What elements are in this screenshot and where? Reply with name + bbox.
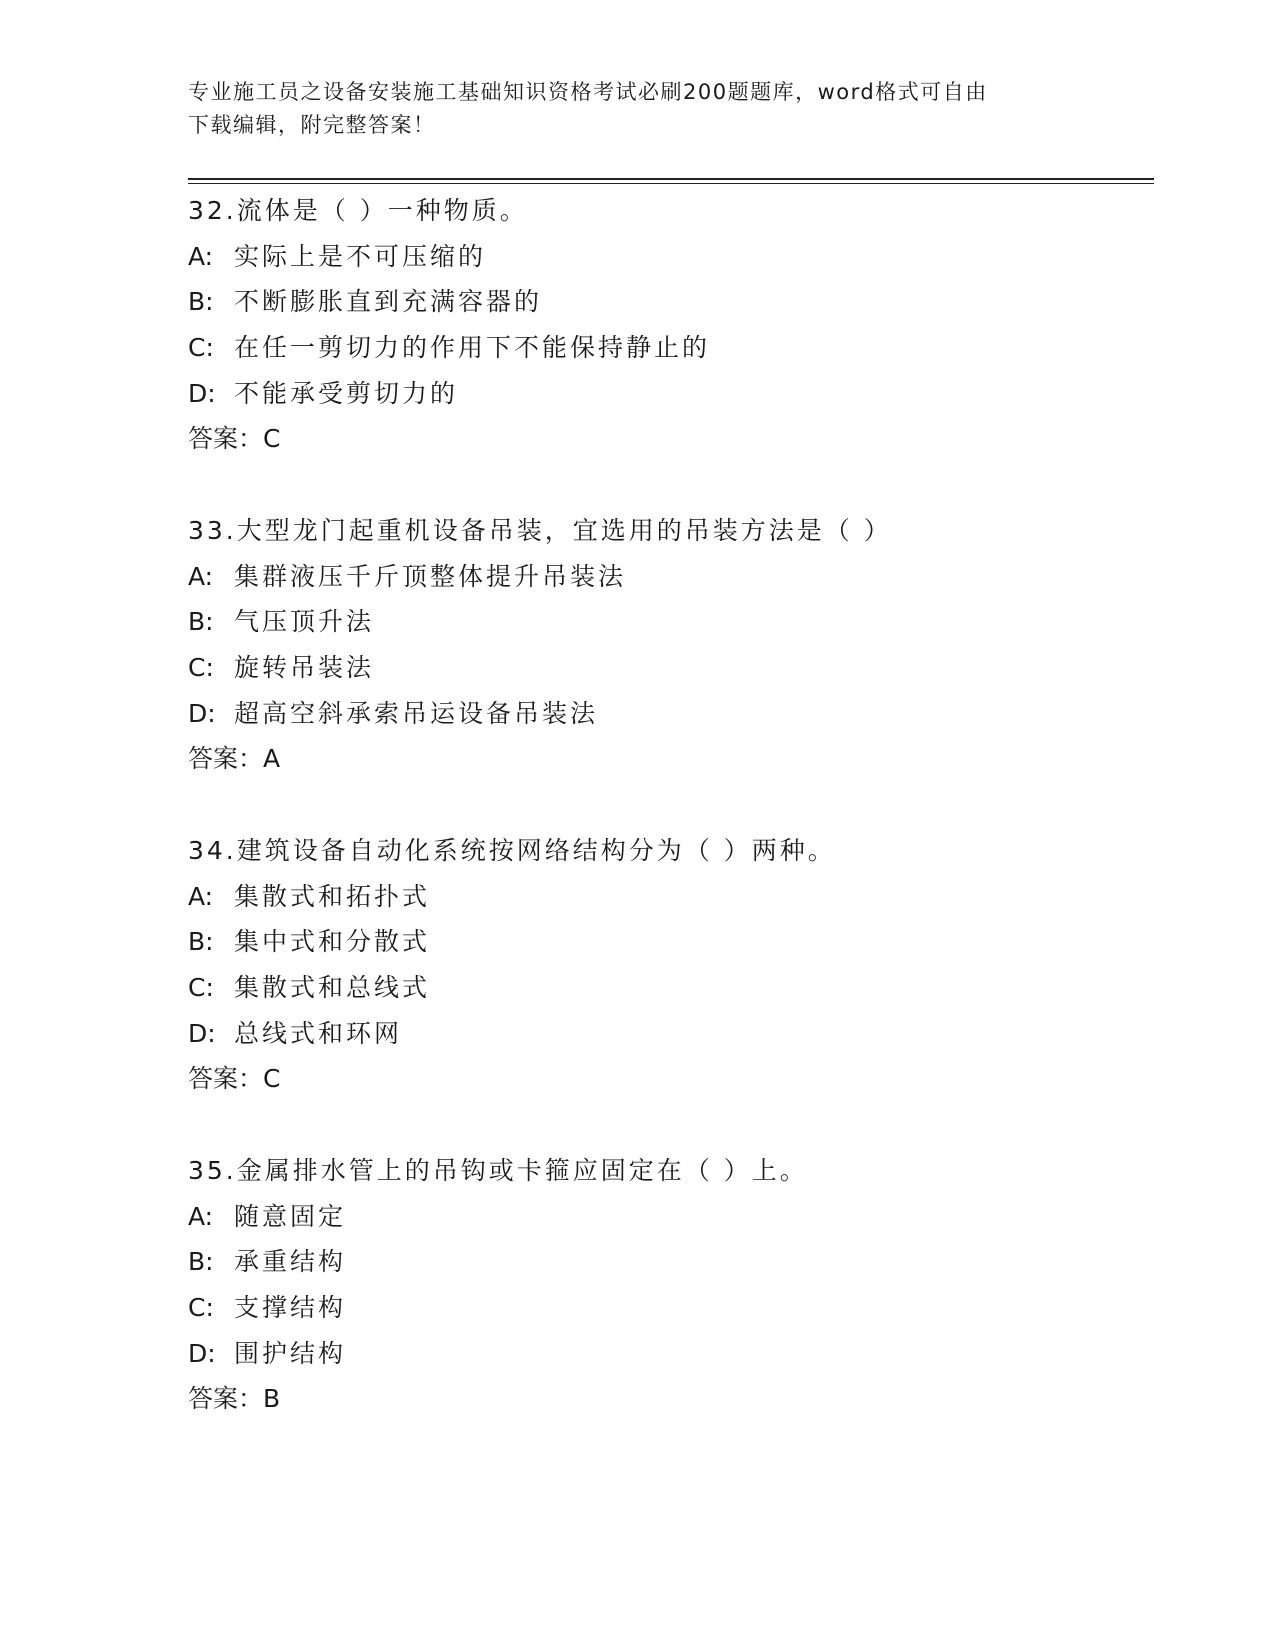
option-text: 集散式和拓扑式 [234,881,431,911]
option-label: B: [188,607,214,637]
option-label: D: [188,698,216,728]
question-list [188,188,1148,1468]
option-label: A: [188,241,214,271]
option-b [188,599,1148,645]
option-label: B: [188,287,214,317]
question-stem: 34.建筑设备自动化系统按网络结构分为（ ）两种。 [188,836,836,865]
option-a [188,1194,1148,1240]
question-32 [188,188,1148,508]
option-label: A: [188,561,214,591]
option-label: C: [188,653,214,683]
option-d [188,371,1148,417]
header-divider-thick [188,178,1154,180]
option-text: 实际上是不可压缩的 [234,241,487,271]
option-b [188,279,1148,325]
option-text: 随意固定 [234,1201,347,1231]
option-text: 支撑结构 [234,1293,347,1323]
question-34 [188,828,1148,1148]
option-text: 超高空斜承索吊运设备吊装法 [234,698,599,728]
option-label: B: [188,1247,214,1277]
option-a [188,874,1148,920]
option-c [188,645,1148,691]
option-label: C: [188,333,214,363]
option-label: A: [188,881,214,911]
header-line-1: 专业施工员之设备安装施工基础知识资格考试必刷200题题库，word格式可自由 [188,80,988,104]
option-c [188,1285,1148,1331]
option-text: 集中式和分散式 [234,927,431,957]
option-text: 旋转吊装法 [234,653,375,683]
option-d [188,1011,1148,1057]
option-label: C: [188,1293,214,1323]
answer: 答案：B [188,1384,281,1414]
option-a [188,554,1148,600]
option-d [188,691,1148,737]
document-header [188,76,1068,142]
answer: 答案：A [188,744,281,774]
question-stem: 33.大型龙门起重机设备吊装，宜选用的吊装方法是（ ） [188,516,892,545]
option-a [188,234,1148,280]
option-text: 不断膨胀直到充满容器的 [234,287,543,317]
option-label: C: [188,973,214,1003]
header-line-2: 下载编辑，附完整答案！ [188,113,436,137]
option-d [188,1331,1148,1377]
question-stem: 35.金属排水管上的吊钩或卡箍应固定在（ ）上。 [188,1156,808,1185]
option-text: 总线式和环网 [234,1018,403,1048]
option-label: B: [188,927,214,957]
header-divider-thin [188,183,1154,184]
option-c [188,325,1148,371]
option-c [188,965,1148,1011]
option-text: 集散式和总线式 [234,973,431,1003]
option-label: D: [188,378,216,408]
option-text: 气压顶升法 [234,607,375,637]
question-35 [188,1148,1148,1468]
answer: 答案：C [188,1064,281,1094]
option-text: 围护结构 [234,1338,347,1368]
question-33 [188,508,1148,828]
option-label: D: [188,1018,216,1048]
option-text: 承重结构 [234,1247,347,1277]
question-stem: 32.流体是（ ）一种物质。 [188,196,528,225]
option-text: 在任一剪切力的作用下不能保持静止的 [234,333,711,363]
option-label: D: [188,1338,216,1368]
option-text: 集群液压千斤顶整体提升吊装法 [234,561,627,591]
answer: 答案：C [188,424,281,454]
option-label: A: [188,1201,214,1231]
option-b [188,1239,1148,1285]
option-text: 不能承受剪切力的 [234,378,459,408]
option-b [188,919,1148,965]
